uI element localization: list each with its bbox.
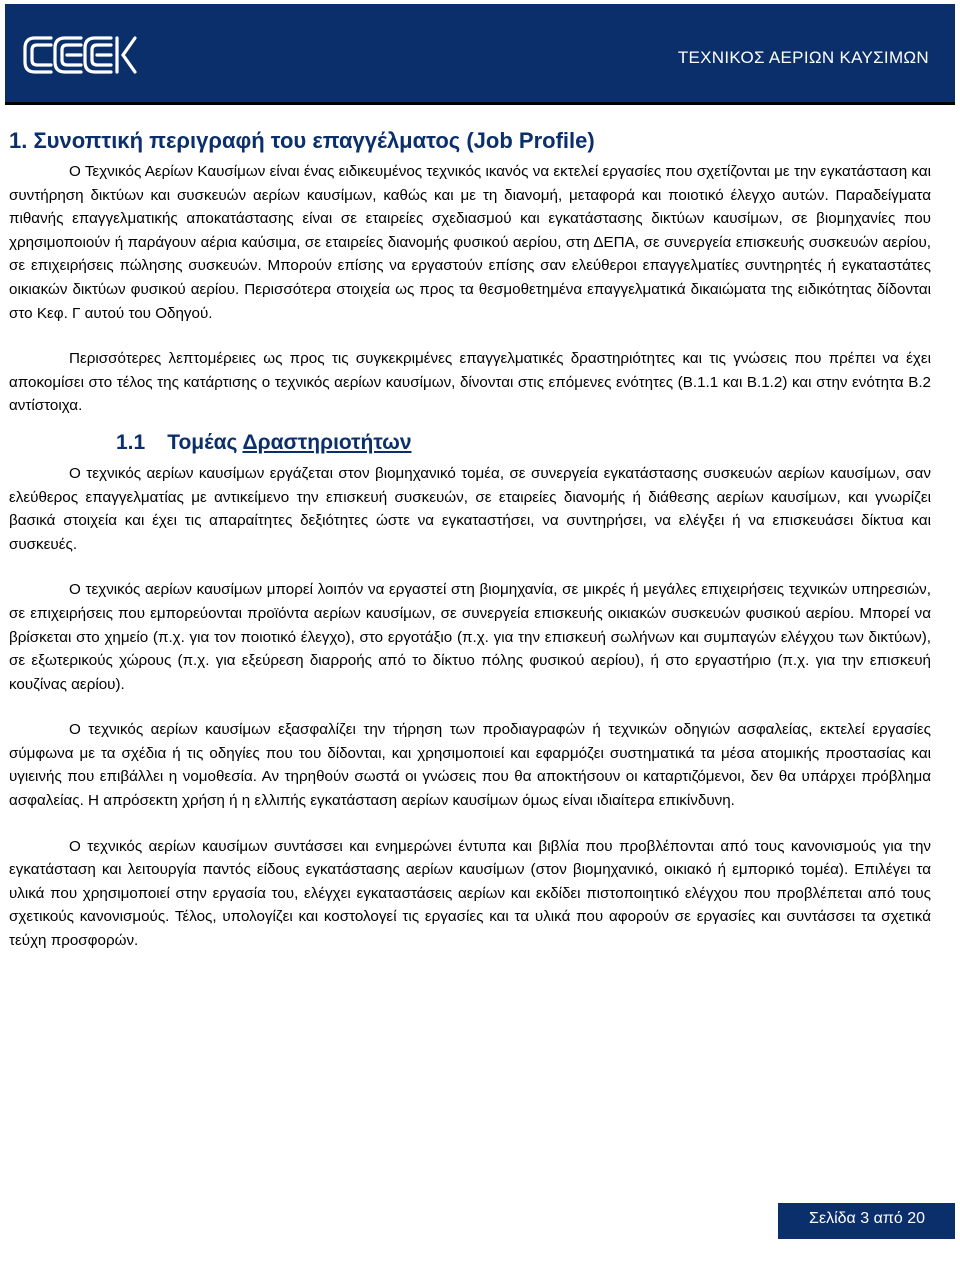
- header-divider: [5, 102, 955, 105]
- section-1-1-heading: [9, 428, 931, 458]
- page-number: Σελίδα 3 από 20: [809, 1210, 925, 1227]
- section-1-paragraph-1: Ο Τεχνικός Αερίων Καυσίμων είναι ένας ειδικευμένος τεχνικός ικανός να εκτελεί εργασίες που σχετίζονται με την εγκατάσταση και συντήρηση δικτύων και συσκευών αερίων καυσίμων, καθώς και με τη διανομή, μεταφορά και ποιοτικό έλεγχο αυτών. Παραδείγματα πιθανής επαγγελματικής αποκατάστασης είναι σε εταιρείες σχεδιασμού και εγκατάστασης δικτύων καυσίμων, σε βιομηχανίες που χρησιμοποιούν ή παράγουν αέρια καύσιμα, σε εταιρείες διανομής φυσικού αερίου, στη ΔΕΠΑ, σε συνεργεία επισκευής συσκευών αερίου, σε επιχειρήσεις πώλησης συσκευών. Μπορούν επίσης να εργαστούν επίσης σαν ελεύθεροι επαγγελματίες συντηρητές ή εγκαταστάτες οικιακών δικτύων φυσικού αερίου. Περισσότερα στοιχεία ως προς τα θεσμοθετημένα επαγγελματικά δικαιώματα της ειδικότητας δίδονται στο Κεφ. Γ αυτού του Οδηγού.: [9, 163, 931, 322]
- section-1-heading: 1. Συνοπτική περιγραφή του επαγγέλματος (Job Profile): [9, 128, 595, 153]
- page-header: [5, 4, 955, 102]
- header-title: ΤΕΧΝΙΚΟΣ ΑΕΡΙΩΝ ΚΑΥΣΙΜΩΝ: [677, 48, 929, 67]
- page-content: [9, 126, 931, 953]
- ceek-logo-icon: [21, 32, 139, 78]
- section-1-1-paragraph-4: Ο τεχνικός αερίων καυσίμων συντάσσει και ενημερώνει έντυπα και βιβλία που προβλέπονται από τους κανονισμούς για την εγκατάσταση και λειτουργία παντός είδους εγκατάστασης αερίων καυσίμων (στον βιομηχανικό, οικιακό ή εμπορικό τομέα). Επιλέγει τα υλικά που χρησιμοποιεί στην εργασία του, ελέγχει εγκαταστάσεις αερίων και εκδίδει πιστοποιητικό ελέγχου που προβλέπεται από τους σχετικούς κανονισμούς. Τέλος, υπολογίζει και κοστολογεί τις εργασίες και τα υλικά που αφορούν σε εργασίες και συντάσσει τα σχετικά τεύχη προσφορών.: [9, 837, 931, 950]
- ceek-logo: [21, 32, 139, 83]
- section-1-1-paragraph-3: Ο τεχνικός αερίων καυσίμων εξασφαλίζει την τήρηση των προδιαγραφών ή τεχνικών οδηγιών ασφαλείας, εκτελεί εργασίες σύμφωνα με τα σχέδια ή τις οδηγίες που του δίδονται, και χρησιμοποιεί και εφαρμόζει συστηματικά τα μέσα ατομικής προστασίας και υγιεινής που επιβάλλει η νομοθεσία. Αν τηρηθούν σωστά οι γνώσεις που θα αποκτήσουν οι καταρτιζόμενοι, δεν θα υπάρχει πρόβλημα ασφαλείας. Η απρόσεκτη χρήση ή η ελλιπής εγκατάσταση αερίων καυσίμων όμως είναι ιδιαίτερα επικίνδυνη.: [9, 721, 931, 810]
- section-1-1-title-part-b: Δραστηριοτήτων: [242, 430, 412, 454]
- section-1-1-paragraph-2: Ο τεχνικός αερίων καυσίμων μπορεί λοιπόν να εργαστεί στη βιομηχανία, σε μικρές ή μεγάλες επιχειρήσεις τεχνικών υπηρεσιών, σε επιχειρήσεις που εμπορεύονται προϊόντα αερίων καυσίμων, σε συνεργεία επισκευής οικιακών συσκευών φυσικού αερίου. Μπορεί να βρίσκεται στο χημείο (π.χ. για τον ποιοτικό έλεγχο), στο εργοτάξιο (π.χ. για την επισκευή σωλήνων και συμπαγών ελέγχου των δικτύων), σε εξωτερικούς χώρους (π.χ. για εξεύρεση διαρροής από το δίκτυο πόλης φυσικού αερίου), ή στο εργαστήριο (π.χ. για την επισκευή κουζίνας αερίου).: [9, 581, 931, 693]
- section-1-1-paragraph-1: Ο τεχνικός αερίων καυσίμων εργάζεται στον βιομηχανικό τομέα, σε συνεργεία εγκατάστασης συσκευών αερίων καυσίμων, σαν ελεύθερος επαγγελματίας με αντικείμενο την επισκευή συσκευών, σε εταιρείες διανομής ή διάθεσης αερίων καυσίμων, και γνωρίζει βασικά στοιχεία και έχει τις απαραίτητες δεξιότητες ώστε να εγκαταστήσει, να συντηρήσει, να ελέγξει ή να επισκευάσει δίκτυα και συσκευές.: [9, 464, 931, 553]
- section-1-1-number: 1.1: [116, 430, 146, 454]
- section-1-paragraph-2: Περισσότερες λεπτομέρειες ως προς τις συγκεκριμένες επαγγελματικές δραστηριότητες και τις γνώσεις που πρέπει να έχει αποκομίσει στο τέλος της κατάρτισης ο τεχνικός αερίων καυσίμων, δίνονται στις επόμενες ενότητες (Β.1.1 και Β.1.2) και στην ενότητα Β.2 αντίστοιχα.: [9, 350, 931, 415]
- section-1-1-title-part-a: Τομέας: [167, 430, 243, 454]
- page-footer: [778, 1210, 955, 1275]
